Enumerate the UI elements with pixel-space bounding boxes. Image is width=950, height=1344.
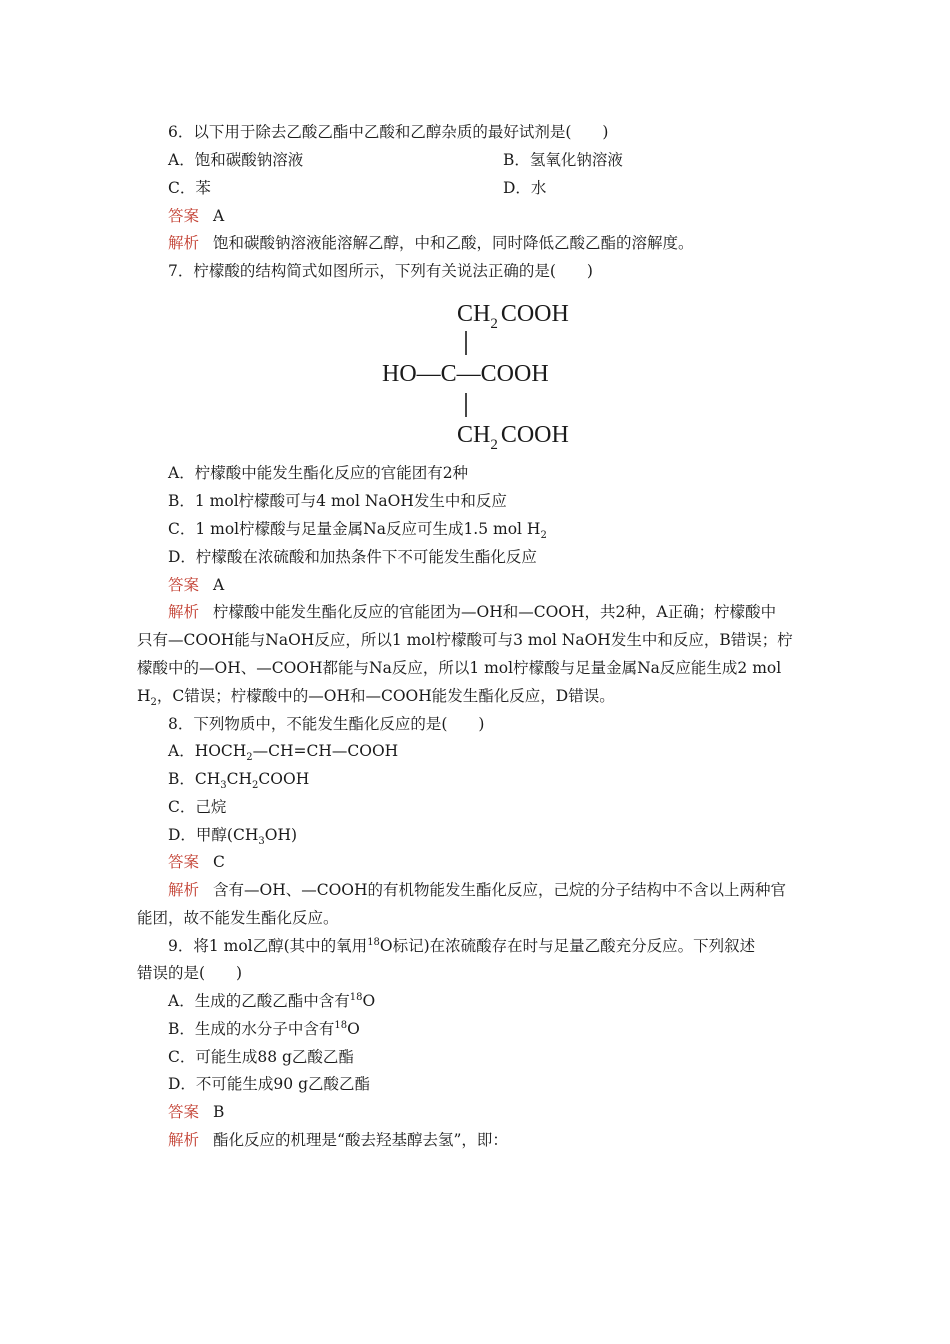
answer-label: 答案 xyxy=(168,853,200,871)
question-9-option-a: A．生成的乙酸乙酯中含有$^{18}$O xyxy=(168,991,376,1010)
analysis-label: 解析 xyxy=(168,1131,200,1149)
question-7-answer xyxy=(168,575,848,595)
question-8-analysis-line-2: 能团，故不能发生酯化反应。 xyxy=(137,909,339,927)
answer-label: 答案 xyxy=(168,207,200,225)
citric-acid-structure xyxy=(380,295,620,450)
question-9-answer xyxy=(168,1102,848,1122)
analysis-text: 饱和碳酸钠溶液能溶解乙醇，中和乙酸，同时降低乙酸乙酯的溶解度。 xyxy=(213,234,694,252)
question-9-analysis: 解析 酯化反应的机理是“酸去羟基醇去氢”，即： xyxy=(168,1131,508,1149)
question-8-stem: 8．下列物质中，不能发生酯化反应的是( ) xyxy=(168,715,485,733)
formula-top: $CH_2$ COOH xyxy=(457,301,569,332)
formula-middle: HO—C—COOH xyxy=(382,361,549,387)
question-9-option-d: D．不可能生成90 g乙酸乙酯 xyxy=(168,1075,371,1093)
analysis-label: 解析 xyxy=(168,881,200,899)
question-8-answer xyxy=(168,852,848,872)
question-9-stem-line-1: 9．将1 mol乙醇(其中的氧用$^{18}$O标记)在浓硫酸存在时与足量乙酸充分反应。下列叙述 xyxy=(168,936,756,955)
answer-value: A xyxy=(213,576,225,594)
question-9-option-c: C．可能生成88 g乙酸乙酯 xyxy=(168,1048,354,1066)
question-8-option-d: D．甲醇$(CH_3OH)$ xyxy=(168,826,298,848)
formula-bottom: $CH_2$ COOH xyxy=(457,422,569,450)
option-a: A．饱和碳酸钠溶液 xyxy=(168,151,304,169)
answer-value: A xyxy=(213,207,225,225)
option-b: B．氢氧化钠溶液 xyxy=(503,151,623,169)
analysis-label: 解析 xyxy=(168,234,200,252)
question-6-stem: 6．以下用于除去乙酸乙酯中乙酸和乙醇杂质的最好试剂是( ) xyxy=(168,123,609,141)
question-9-option-b: B．生成的水分子中含有$^{18}$O xyxy=(168,1019,360,1038)
question-7-option-b: B．1 mol柠檬酸可与4 mol NaOH发生中和反应 xyxy=(168,492,507,510)
question-7-analysis-line-1: 解析 柠檬酸中能发生酯化反应的官能团为—OH和—COOH，共2种，A正确；柠檬酸中 xyxy=(168,603,777,621)
question-8-analysis-line-1: 解析 含有—OH、—COOH的有机物能发生酯化反应，己烷的分子结构中不含以上两种官 xyxy=(168,881,787,899)
question-6-options-ab xyxy=(168,150,848,170)
question-7-stem: 7．柠檬酸的结构简式如图所示，下列有关说法正确的是( ) xyxy=(168,262,593,280)
analysis-label: 解析 xyxy=(168,603,200,621)
option-c: C．苯 xyxy=(168,179,211,197)
question-9-stem-line-2: 错误的是( ) xyxy=(137,964,243,982)
answer-value: C xyxy=(213,853,225,871)
question-6-analysis xyxy=(168,233,848,253)
question-7-analysis-line-2: 只有—COOH能与NaOH反应，所以1 mol柠檬酸可与3 mol NaOH发生中和反应，B错误；柠 xyxy=(137,631,793,649)
option-d: D．水 xyxy=(503,179,547,197)
answer-label: 答案 xyxy=(168,1103,200,1121)
question-7-option-d: D．柠檬酸在浓硫酸和加热条件下不可能发生酯化反应 xyxy=(168,548,537,566)
question-6-options-cd xyxy=(168,178,848,198)
question-8-option-b: B．$CH_3CH_2COOH$ xyxy=(168,770,310,792)
question-8-option-a: A．$HOCH_2—CH=CH—COOH$ xyxy=(168,742,399,764)
question-8-option-c: C．己烷 xyxy=(168,798,227,816)
question-7-analysis-line-4: $H_2$，C错误；柠檬酸中的—OH和—COOH能发生酯化反应，D错误。 xyxy=(137,687,615,709)
question-7-option-c: C．1 mol柠檬酸与足量金属Na反应可生成1.5 mol $H_2$ xyxy=(168,520,547,542)
answer-value: B xyxy=(213,1103,225,1121)
answer-label: 答案 xyxy=(168,576,200,594)
question-7-option-a: A．柠檬酸中能发生酯化反应的官能团有2种 xyxy=(168,464,469,482)
question-6-answer xyxy=(168,206,848,226)
question-7-analysis-line-3: 檬酸中的—OH、—COOH都能与Na反应，所以1 mol柠檬酸与足量金属Na反应能生成2 mol xyxy=(137,659,782,677)
